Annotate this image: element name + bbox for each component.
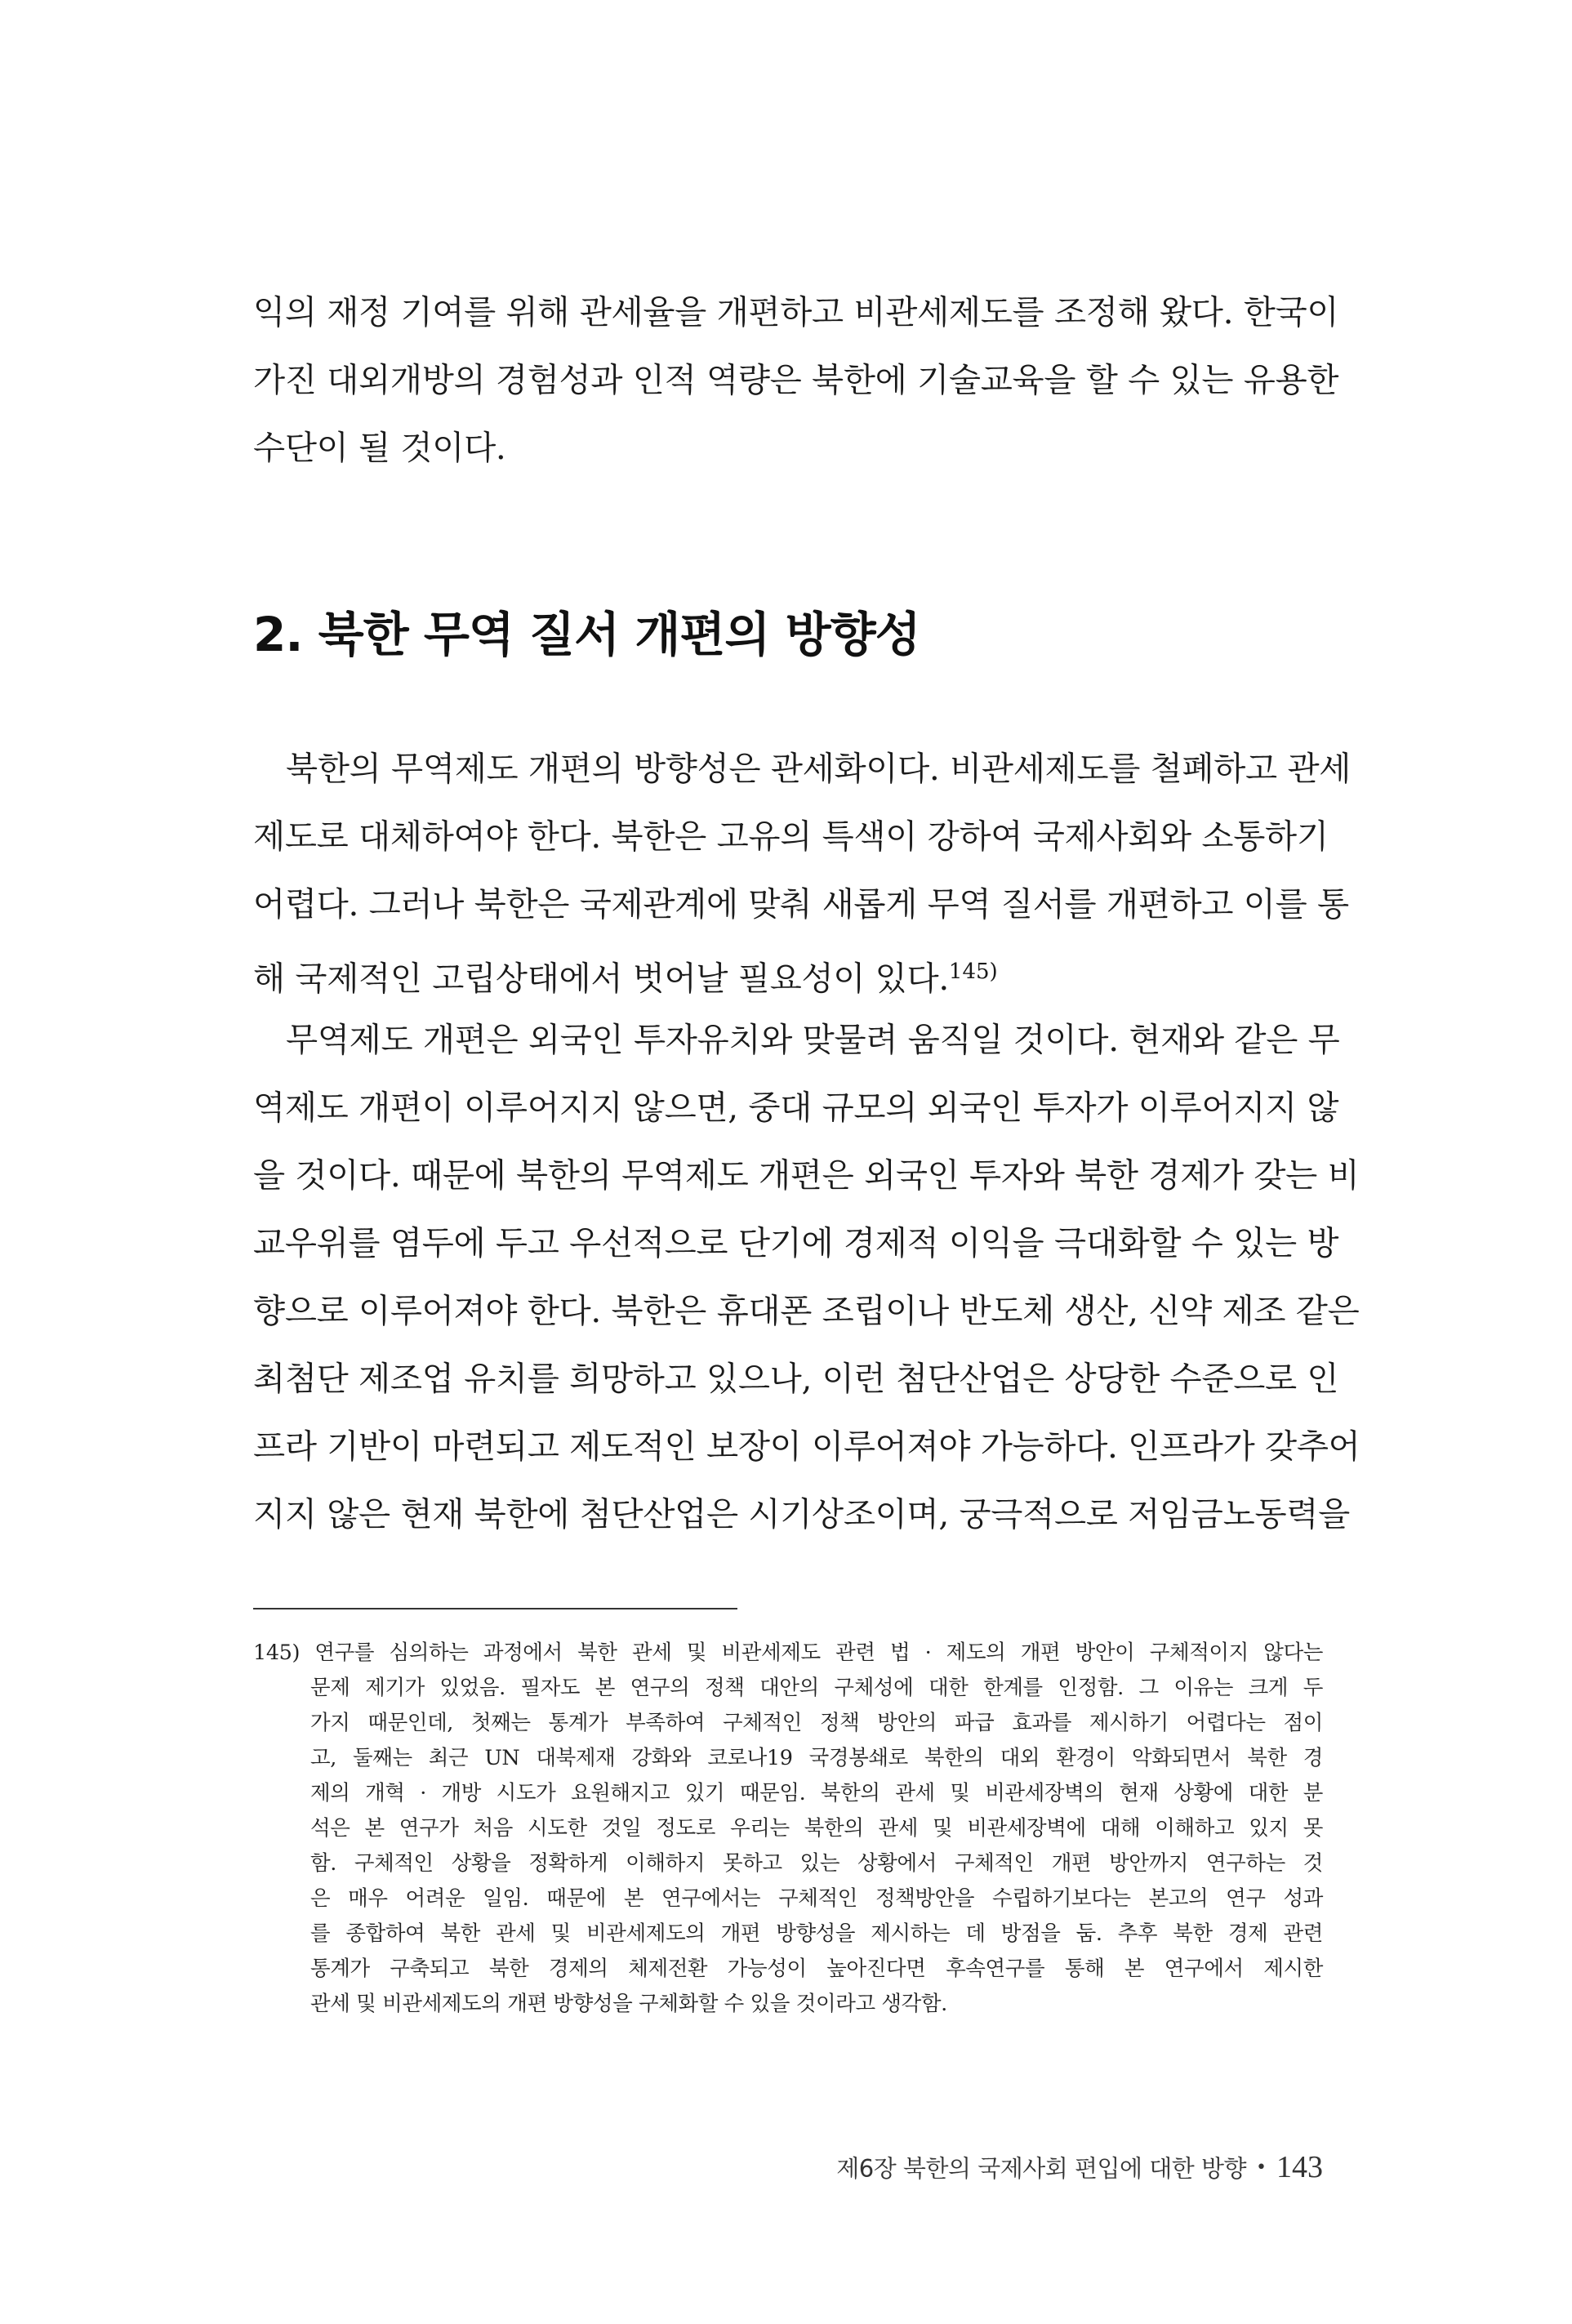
body-text-line: 최첨단 제조업 유치를 희망하고 있으나, 이런 첨단산업은 상당한 수준으로 인	[253, 1359, 1339, 1398]
body-text-line: 무역제도 개편은 외국인 투자유치와 맞물려 움직일 것이다. 현재와 같은 무	[286, 1020, 1340, 1059]
footnote-line: 를 종합하여 북한 관세 및 비관세제도의 개편 방향성을 제시하는 데 방점을 둠. 추후 북한 경제 관련	[310, 1921, 1323, 1946]
footnote-line: 가지 때문인데, 첫째는 통계가 부족하여 구체적인 정책 방안의 파급 효과를 제시하기 어렵다는 점이	[310, 1711, 1323, 1735]
footnote-reference[interactable]: 145)	[948, 959, 998, 984]
body-text-line: 어렵다. 그러나 북한은 국제관계에 맞춰 새롭게 무역 질서를 개편하고 이를 통	[253, 884, 1349, 924]
chapter-title: 제6장 북한의 국제사회 편입에 대한 방향	[836, 2154, 1247, 2183]
body-text-line	[253, 952, 1323, 998]
body-text-line: 향으로 이루어져야 한다. 북한은 휴대폰 조립이나 반도체 생산, 신약 제조 같은	[253, 1291, 1360, 1330]
body-text-line: 익의 재정 기여를 위해 관세율을 개편하고 비관세제도를 조정해 왔다. 한국이	[253, 292, 1339, 332]
body-text-line: 북한의 무역제도 개편의 방향성은 관세화이다. 비관세제도를 철폐하고 관세	[286, 749, 1352, 788]
footer-separator: •	[1256, 2157, 1267, 2178]
footnote-line: 145) 연구를 심의하는 과정에서 북한 관세 및 비관세제도 관련 법 · 제도의 개편 방안이 구체적이지 않다는	[253, 1641, 1323, 1665]
page-footer	[836, 2149, 1323, 2185]
body-text-line: 제도로 대체하여야 한다. 북한은 고유의 특색이 강하여 국제사회와 소통하기	[253, 817, 1329, 856]
section-heading: 2. 북한 무역 질서 개편의 방향성	[253, 607, 920, 662]
body-text-line: 을 것이다. 때문에 북한의 무역제도 개편은 외국인 투자와 북한 경제가 갖는 비	[253, 1155, 1360, 1195]
footnote-divider	[253, 1608, 737, 1609]
footnote-line: 제의 개혁 · 개방 시도가 요원해지고 있기 때문임. 북한의 관세 및 비관세장벽의 현재 상황에 대한 분	[310, 1781, 1323, 1805]
page-number: 143	[1276, 2150, 1323, 2184]
footnote-line: 은 매우 어려운 일임. 때문에 본 연구에서는 구체적인 정책방안을 수립하기보다는 본고의 연구 성과	[310, 1886, 1323, 1911]
footnote-line: 관세 및 비관세제도의 개편 방향성을 구체화할 수 있을 것이라고 생각함.	[310, 1992, 947, 2016]
body-text-span: 해 국제적인 고립상태에서 벗어날 필요성이 있다.	[253, 959, 949, 998]
footnote-line: 함. 구체적인 상황을 정확하게 이해하지 못하고 있는 상황에서 구체적인 개편 방안까지 연구하는 것	[310, 1851, 1323, 1876]
footnote-line: 석은 본 연구가 처음 시도한 것일 정도로 우리는 북한의 관세 및 비관세장벽에 대해 이해하고 있지 못	[310, 1816, 1323, 1841]
body-text-line: 지지 않은 현재 북한에 첨단산업은 시기상조이며, 궁극적으로 저임금노동력을	[253, 1494, 1350, 1534]
footnote-line: 문제 제기가 있었음. 필자도 본 연구의 정책 대안의 구체성에 대한 한계를 인정함. 그 이유는 크게 두	[310, 1676, 1323, 1700]
body-text-line: 교우위를 염두에 두고 우선적으로 단기에 경제적 이익을 극대화할 수 있는 방	[253, 1223, 1339, 1262]
footnote-line: 통계가 구축되고 북한 경제의 체제전환 가능성이 높아진다면 후속연구를 통해 본 연구에서 제시한	[310, 1957, 1323, 1981]
body-text-line: 수단이 될 것이다.	[253, 428, 506, 467]
body-text-line: 프라 기반이 마련되고 제도적인 보장이 이루어져야 가능하다. 인프라가 갖추어	[253, 1427, 1360, 1466]
body-text-line: 가진 대외개방의 경험성과 인적 역량은 북한에 기술교육을 할 수 있는 유용한	[253, 360, 1339, 399]
footnote-line: 고, 둘째는 최근 UN 대북제재 강화와 코로나19 국경봉쇄로 북한의 대외 환경이 악화되면서 북한 경	[310, 1746, 1323, 1770]
body-text-line: 역제도 개편이 이루어지지 않으면, 중대 규모의 외국인 투자가 이루어지지 않	[253, 1088, 1339, 1127]
